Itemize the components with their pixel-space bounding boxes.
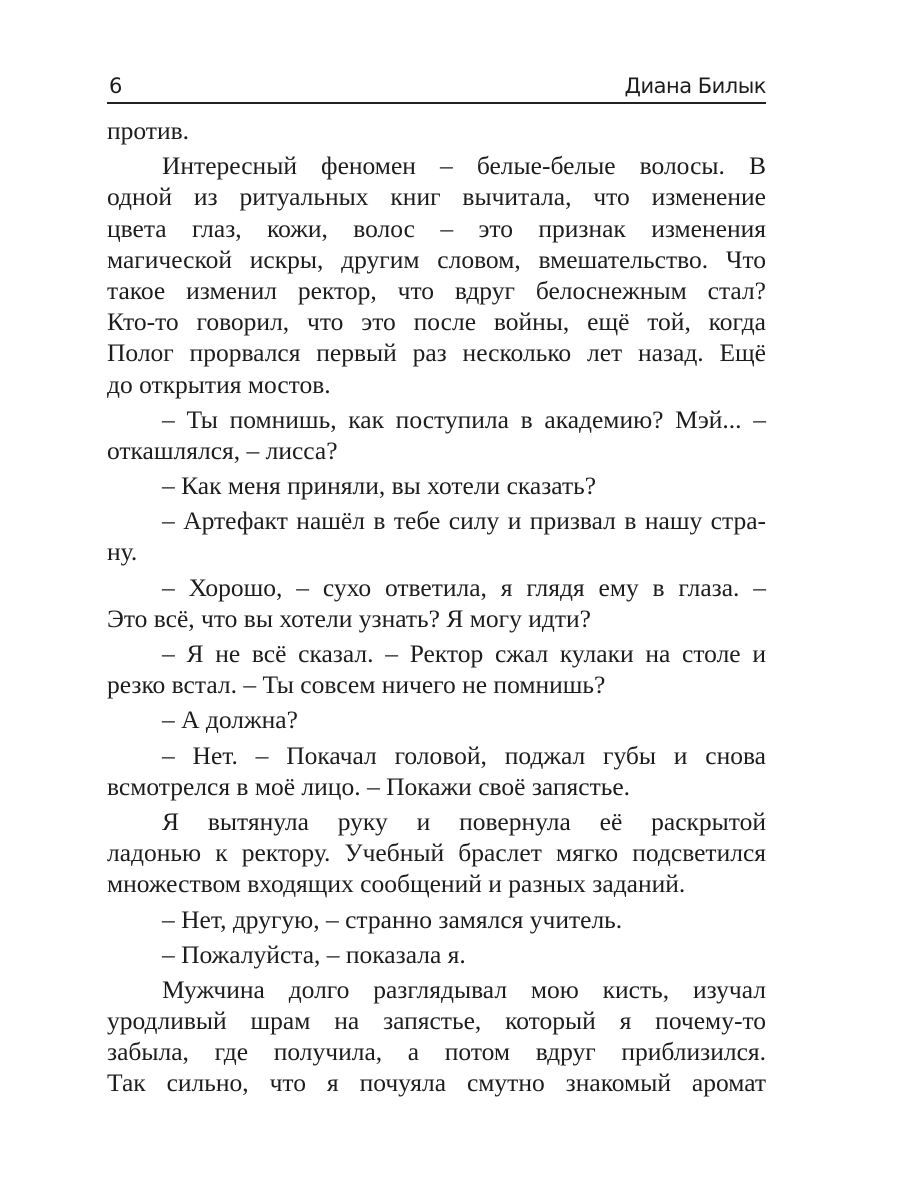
paragraph [107, 939, 766, 970]
paragraph [107, 505, 766, 567]
page-body-text [107, 115, 766, 1099]
text-line: откашлялся, – лисса? [107, 435, 338, 465]
text-line: – Я не всё сказал. – Ректор сжал кулаки на столе и [162, 639, 766, 668]
page-number: 6 [109, 74, 123, 98]
paragraph [107, 572, 766, 634]
text-line: Интересный феномен – белые-белые волосы. В [162, 151, 766, 181]
text-line: одной из ритуальных книг вычитала, что изменение [107, 182, 766, 212]
text-line: против. [107, 116, 190, 145]
text-line: резко встал. – Ты совсем ничего не помнишь? [107, 670, 606, 700]
text-line: такое изменил ректор, что вдруг белоснежным стал? [107, 275, 766, 305]
text-line: Я вытянула руку и повернула её раскрытой [162, 806, 766, 836]
text-line: ладонью к ректору. Учебный браслет мягко подсветился [107, 838, 766, 868]
paragraph [107, 704, 766, 735]
paragraph [107, 404, 766, 466]
text-line: ну. [107, 537, 138, 567]
text-line: забыла, где получила, а потом вдруг приблизился. [107, 1037, 766, 1067]
text-line: – Как меня приняли, вы хотели сказать? [162, 471, 597, 501]
paragraph [107, 115, 766, 146]
text-line: – Артефакт нашёл в тебе силу и призвал в нашу стра- [162, 506, 766, 536]
text-line: Мужчина долго разглядывал мою кисть, изучал [162, 974, 766, 1004]
running-header [107, 72, 766, 104]
text-line: – Нет. – Покачал головой, поджал губы и снова [162, 740, 766, 770]
text-line: магической искры, другим словом, вмешательство. Что [107, 244, 766, 274]
text-line: Так сильно, что я почуяла смутно знакомый аромат [107, 1068, 766, 1098]
text-line: Кто-то говорил, что это после войны, ещё той, когда [107, 307, 766, 337]
text-line: – А должна? [162, 705, 298, 735]
text-line: цвета глаз, кожи, волос – это признак изменения [107, 213, 766, 243]
paragraph [107, 150, 766, 400]
text-line: до открытия мостов. [107, 369, 331, 399]
text-line: – Нет, другую, – странно замялся учитель. [162, 904, 623, 934]
paragraph [107, 806, 766, 900]
paragraph [107, 740, 766, 802]
author-name: Диана Билык [624, 74, 766, 98]
paragraph [107, 904, 766, 935]
text-line: Это всё, что вы хотели узнать? Я могу идти? [107, 603, 591, 633]
paragraph [107, 470, 766, 501]
text-line: множеством входящих сообщений и разных заданий. [107, 869, 686, 899]
text-line: – Ты помнишь, как поступила в академию? Мэй... – [162, 404, 766, 434]
text-line: – Пожалуйста, – показала я. [162, 939, 466, 969]
text-line: Полог прорвался первый раз несколько лет назад. Ещё [107, 338, 766, 368]
text-line: – Хорошо, – сухо ответила, я глядя ему в глаза. – [162, 572, 766, 602]
paragraph [107, 974, 766, 1099]
text-line: всмотрелся в моё лицо. – Покажи своё запястье. [107, 771, 631, 801]
text-line: уродливый шрам на запястье, который я почему-то [107, 1006, 766, 1036]
paragraph [107, 638, 766, 700]
